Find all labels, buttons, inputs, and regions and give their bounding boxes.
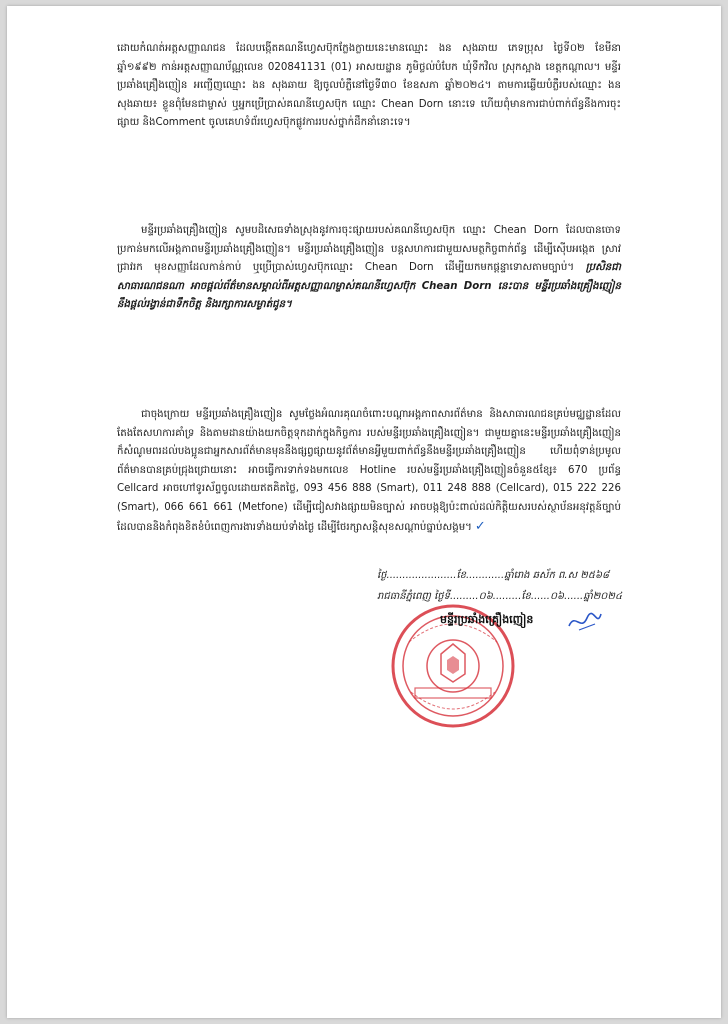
paragraph-denial-main: មន្ទីរប្រឆាំងគ្រឿងញៀន សូមបដិសេធទាំងស្រុងនូវការចុះផ្សាយរបស់គណនីហ្វេសប៊ុក ឈ្មោះ Chean Dorn ដែលបានចោទប្រកាន់មកលើអង្គភាពមន្ទីរប្រឆាំងគ្រឿងញៀន។ មន្ទីរប្រឆាំងគ្រឿងញៀន បន្តសហការជាមួយសមត្ថកិច្ចពាក់ព័ន្ធ ដើម្បីស៊ើបអង្កេត ស្រាវជ្រាវរក មុខសញ្ញាដែលកាន់កាប់ ឬប្រើប្រាស់ហ្វេសប៊ុកឈ្មោះ Chean Dorn ដើម្បីយកមកផ្ដន្ទាទោសតាមច្បាប់។ [117,225,621,274]
paragraph-closing [117,406,621,537]
signing-department-title: មន្ទីរប្រឆាំងគ្រឿងញៀន [440,613,534,626]
document-page [7,6,721,1018]
paragraph-identification: ដោយកំណត់អត្តសញ្ញាណជន ដែលបង្កើតគណនីហ្វេសប៊ុកក្លែងក្លាយនេះមានឈ្មោះ ងន សុងឆាយ ភេទប្រុស ថ្ងៃទី០២ ខែមីនា ឆ្នាំ១៩៩២ កាន់អត្តសញ្ញាណប័ណ្ណលេខ 020841131 (01) អាសយដ្ឋាន ភូមិថ្លល់បំបែក ឃុំទឹកវិល ស្រុកស្អាង ខេត្តកណ្ដាល។ មន្ទីរប្រឆាំងគ្រឿងញៀន អញ្ជើញឈ្មោះ ងន សុងឆាយ ឱ្យចូលបំភ្លឺនៅថ្ងៃទី៣០ ខែឧសភា ឆ្នាំ២០២៤។ តាមការឆ្លើយបំភ្លឺរបស់ឈ្មោះ ងន សុងឆាយ៖ ខ្លួនពុំមែនជាម្ចាស់ ឬអ្នកប្រើប្រាស់គណនីហ្វេសប៊ុក ឈ្មោះ Chean Dorn នោះទេ ហើយពុំមានការជាប់ពាក់ព័ន្ធនឹងការចុះផ្សាយ និងComment ចូលគេហទំព័រហ្វេសប៊ុកផ្លូវការរបស់ថ្នាក់ដឹកនាំនោះទេ។ [117,43,621,129]
paragraph-denial [117,222,621,315]
date-gregorian: រាជធានីភ្នំពេញ ថ្ងៃទី.........០៦.........ខែ......០៦......ឆ្នាំ២០២៤ [377,591,623,602]
signature-mark [565,606,605,636]
checkmark-icon: ✓ [474,518,486,534]
paragraph-closing-text: ជាចុងក្រោយ មន្ទីរប្រឆាំងគ្រឿងញៀន សូមថ្លែងអំណរគុណចំពោះបណ្ដាអង្គភាពសារព័ត៌មាន និងសាធារណជនគ្រប់មជ្ឈដ្ឋានដែលតែងតែសហការគាំទ្រ និងតាមដានយ៉ាងយកចិត្តទុកដាក់ក្នុងកិច្ចការ របស់មន្ទីរប្រឆាំងគ្រឿងញៀន។ ជាមួយគ្នានេះមន្ទីរប្រឆាំងគ្រឿងញៀន ក៏សំណូមពរដល់បងប្អូនជាអ្នកសារព័ត៌មានមុននឹងផ្សព្វផ្សាយនូវព័ត៌មានអ្វីមួយពាក់ព័ន្ធនឹងមន្ទីរប្រឆាំងគ្រឿងញៀន ហើយពុំទាន់ប្រមូលព័ត៌មានបានគ្រប់ជ្រុងជ្រោយនោះ អាចធ្វើការទាក់ទងមកលេខ Hotline របស់មន្ទីរប្រឆាំងគ្រឿងញៀនចំនួន៥ខ្សែ៖ 670 ប្រព័ន្ធ Cellcard អាចហៅទូរស័ព្ទចូលដោយឥតគិតថ្លៃ, 093 456 888 (Smart), 011 248 888 (Cellcard), 015 222 226 (Smart), 066 661 661 (Metfone) ដើម្បីជៀសវាងផ្សាយមិនច្បាស់ អាចបង្កឱ្យប៉ះពាល់ដល់កិត្តិយសរបស់ស្ថាប័នអនុវត្តន៍ច្បាប់ ដែលបាននិងកំពុងខិតខំបំពេញការងារទាំងយប់ទាំងថ្ងៃ ដើម្បីថែរក្សាសន្តិសុខសណ្ដាប់ធ្នាប់សង្គម។ [117,409,621,533]
date-lunar: ថ្ងៃ......................ខែ............ឆ្នាំរោង ឆស័ក ព.ស ២៥៦៨ [377,570,610,581]
paragraph-denial-reward-notice: ប្រសិនជាសាធារណជនណា អាចផ្ដល់ព័ត៌មានសម្គាល់ពីអត្តសញ្ញាណម្ចាស់គណនីហ្វេសប៊ុក Chean Dorn នេះបាន មន្ទីរប្រឆាំងគ្រឿងញៀន នឹងផ្ដល់រង្វាន់ជាទឹកចិត្ត និងរក្សាការសម្ងាត់ជូន។ [117,262,621,311]
